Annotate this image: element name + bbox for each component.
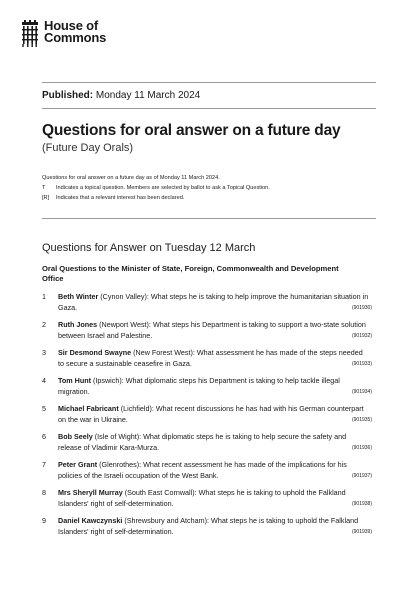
question-body bbox=[58, 292, 372, 320]
question-number: 4 bbox=[42, 376, 46, 385]
logo-wordmark bbox=[44, 20, 106, 44]
question-constituency: (New Forest West): bbox=[133, 348, 195, 357]
question-number: 3 bbox=[42, 348, 46, 357]
divider bbox=[42, 218, 376, 219]
question-member: Daniel Kawczynski bbox=[58, 516, 123, 525]
question-body bbox=[58, 320, 372, 348]
published-label: Published: bbox=[42, 90, 94, 101]
question-member: Mrs Sheryll Murray bbox=[58, 488, 123, 497]
question-body bbox=[58, 488, 372, 516]
question-member: Bob Seely bbox=[58, 432, 93, 441]
key-mark: T bbox=[42, 185, 46, 191]
question-member: Ruth Jones bbox=[58, 320, 98, 329]
question-body bbox=[58, 404, 372, 432]
question-item bbox=[42, 460, 372, 488]
question-item bbox=[42, 516, 372, 544]
question-number: 1 bbox=[42, 292, 46, 301]
question-text: What steps his Department is taking to support a two-state solution between Israel and Palestine. bbox=[58, 320, 366, 340]
question-text: What assessment he has made of the steps needed to secure a sustainable ceasefire in Gaza. bbox=[58, 348, 363, 368]
question-constituency: (Glenrothes): bbox=[99, 460, 142, 469]
intro-notes bbox=[42, 173, 372, 203]
question-ref: (901934) bbox=[351, 388, 372, 395]
question-ref: (901939) bbox=[351, 528, 372, 535]
house-of-commons-logo bbox=[20, 20, 106, 48]
question-number: 5 bbox=[42, 404, 46, 413]
questions-list bbox=[42, 292, 372, 544]
page-subtitle: (Future Day Orals) bbox=[42, 142, 134, 154]
department-heading: Oral Questions to the Minister of State, Foreign, Commonwealth and Development Office bbox=[42, 264, 339, 283]
question-constituency: (Lichfield): bbox=[120, 404, 154, 413]
question-item bbox=[42, 488, 372, 516]
portcullis-icon bbox=[20, 20, 40, 48]
question-item bbox=[42, 376, 372, 404]
logo-line-2: Commons bbox=[44, 30, 107, 45]
question-item bbox=[42, 404, 372, 432]
question-number: 6 bbox=[42, 432, 46, 441]
question-item bbox=[42, 320, 372, 348]
divider bbox=[42, 82, 376, 83]
question-constituency: (Ipswich): bbox=[93, 376, 124, 385]
question-text: What diplomatic steps his Department is taking to help tackle illegal migration. bbox=[58, 376, 340, 396]
question-ref: (901933) bbox=[351, 360, 372, 367]
question-constituency: (Isle of Wight): bbox=[94, 432, 142, 441]
question-member: Sir Desmond Swayne bbox=[58, 348, 132, 357]
divider bbox=[42, 108, 376, 109]
section-title: Questions for Answer on Tuesday 12 March bbox=[42, 242, 256, 254]
question-number: 2 bbox=[42, 320, 46, 329]
question-member: Michael Fabricant bbox=[58, 404, 119, 413]
question-text: What steps he is taking to uphold the Falkland Islanders' right of self-determination. bbox=[58, 516, 359, 536]
question-member: Peter Grant bbox=[58, 460, 98, 469]
question-member: Beth Winter bbox=[58, 292, 99, 301]
published-line bbox=[42, 90, 200, 101]
question-constituency: (Shrewsbury and Atcham): bbox=[124, 516, 210, 525]
question-text: What recent assessment he has made of the implications for his policies of the Israeli occupation of the West Bank. bbox=[58, 460, 347, 480]
question-number: 7 bbox=[42, 460, 46, 469]
question-ref: (901937) bbox=[351, 472, 372, 479]
question-item bbox=[42, 432, 372, 460]
question-ref: (901935) bbox=[351, 416, 372, 423]
question-constituency: (Newport West): bbox=[99, 320, 151, 329]
key-text: Indicates that a relevant interest has been declared. bbox=[56, 195, 185, 201]
question-constituency: (South East Cornwall): bbox=[124, 488, 197, 497]
question-text: What diplomatic steps he is taking to help secure the safety and release of Vladimir Kara-Murza. bbox=[58, 432, 347, 452]
question-number: 9 bbox=[42, 516, 46, 525]
question-member: Tom Hunt bbox=[58, 376, 91, 385]
question-item bbox=[42, 292, 372, 320]
question-ref: (901932) bbox=[351, 332, 372, 339]
question-text: What steps he is taking to help improve the humanitarian situation in Gaza. bbox=[58, 292, 369, 312]
question-body bbox=[58, 460, 372, 488]
question-ref: (901936) bbox=[351, 444, 372, 451]
question-number: 8 bbox=[42, 488, 46, 497]
question-text: What steps he is taking to uphold the Falkland Islanders' right of self-determination. bbox=[58, 488, 346, 508]
key-mark: [R] bbox=[42, 195, 50, 201]
key-row bbox=[42, 193, 372, 203]
question-constituency: (Cynon Valley): bbox=[100, 292, 149, 301]
logo-line-1: House of bbox=[44, 18, 99, 33]
question-ref: (901930) bbox=[351, 304, 372, 311]
question-body bbox=[58, 432, 372, 460]
question-text: What recent discussions he has had with his German counterpart on the war in Ukraine. bbox=[58, 404, 364, 424]
question-item bbox=[42, 348, 372, 376]
published-date: Monday 11 March 2024 bbox=[95, 90, 201, 101]
key-text: Indicates a topical question. Members are selected by ballot to ask a Topical Question. bbox=[56, 185, 270, 191]
intro-line: Questions for oral answer on a future day as of Monday 11 March 2024. bbox=[42, 175, 220, 181]
question-ref: (901938) bbox=[351, 500, 372, 507]
question-body bbox=[58, 376, 372, 404]
page-title: Questions for oral answer on a future day bbox=[42, 122, 341, 139]
question-body bbox=[58, 348, 372, 376]
key-row bbox=[42, 183, 372, 193]
question-body bbox=[58, 516, 372, 544]
